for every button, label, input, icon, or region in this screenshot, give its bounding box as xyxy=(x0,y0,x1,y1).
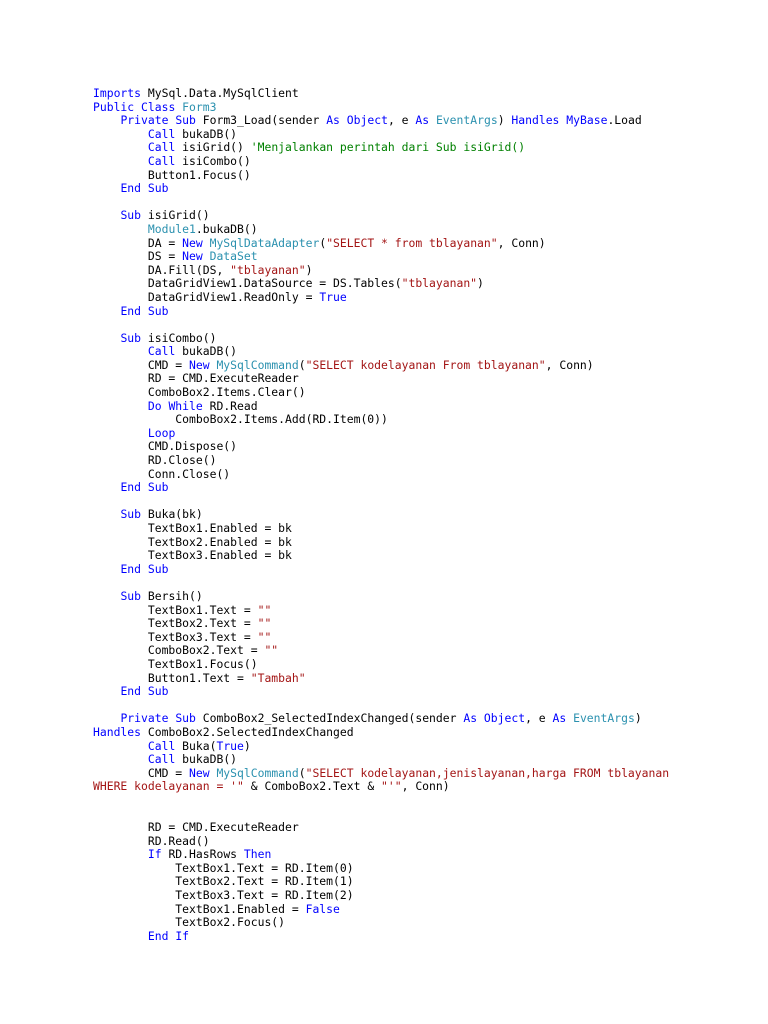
code-text: ComboBox2.Items.Add(RD.Item(0)) xyxy=(93,412,388,427)
code-keyword: New xyxy=(182,235,203,250)
code-line xyxy=(93,807,669,821)
code-text: Buka(bk) xyxy=(141,507,203,522)
code-line xyxy=(93,454,669,468)
code-text: bukaDB() xyxy=(175,752,238,767)
code-keyword: Object xyxy=(346,113,388,128)
code-text xyxy=(203,236,210,250)
code-line xyxy=(93,468,669,482)
code-text: CMD = xyxy=(93,765,190,780)
code-line xyxy=(93,549,669,563)
code-type-name: EventArgs xyxy=(573,711,635,726)
code-text xyxy=(93,562,120,576)
code-string: "Tambah" xyxy=(250,670,306,685)
code-text: Button1.Text = xyxy=(93,670,251,685)
code-listing xyxy=(93,87,669,943)
code-keyword: As xyxy=(326,113,340,128)
code-keyword: Sub xyxy=(120,330,142,345)
code-line xyxy=(93,536,669,550)
code-line xyxy=(93,631,669,645)
code-text xyxy=(141,181,148,195)
code-keyword: As xyxy=(463,711,478,726)
code-line xyxy=(93,128,669,142)
code-line xyxy=(93,522,669,536)
code-line xyxy=(93,114,669,128)
code-line xyxy=(93,87,669,101)
code-line xyxy=(93,155,669,169)
code-line xyxy=(93,508,669,522)
code-text xyxy=(93,399,148,413)
code-text xyxy=(93,507,120,521)
code-line xyxy=(93,237,669,251)
code-type-name: MySqlDataAdapter xyxy=(209,235,320,250)
code-text: TextBox1.Text = xyxy=(93,602,258,617)
code-text: CMD = xyxy=(93,357,190,372)
code-string: "tblayanan" xyxy=(230,262,306,277)
code-text xyxy=(134,100,141,114)
code-line xyxy=(93,835,669,849)
code-line xyxy=(93,264,669,278)
code-text: TextBox1.Text = RD.Item(0) xyxy=(93,860,354,875)
code-line xyxy=(93,305,669,319)
code-text xyxy=(141,304,148,318)
code-line xyxy=(93,495,669,509)
code-line xyxy=(93,726,669,740)
code-text: DA = xyxy=(93,235,183,250)
code-line xyxy=(93,359,669,373)
code-line xyxy=(93,767,669,781)
code-text: ComboBox2.Text = xyxy=(93,643,265,658)
code-text xyxy=(141,562,148,576)
code-text xyxy=(93,140,148,154)
code-text: DataGridView1.ReadOnly = xyxy=(93,289,320,304)
code-text xyxy=(93,752,148,766)
code-text: CMD.Dispose() xyxy=(93,439,238,454)
code-line xyxy=(93,916,669,930)
code-text: ComboBox2.Items.Clear() xyxy=(93,385,306,400)
code-text: Conn.Close() xyxy=(93,466,231,481)
code-line xyxy=(93,413,669,427)
code-line xyxy=(93,481,669,495)
code-keyword: Sub xyxy=(147,303,169,318)
code-text xyxy=(93,208,120,222)
code-text: ( xyxy=(319,235,327,250)
code-comment: 'Menjalankan perintah dari Sub isiGrid() xyxy=(250,140,526,155)
code-text xyxy=(93,113,120,127)
code-keyword: True xyxy=(216,738,244,753)
code-text: isiCombo() xyxy=(141,330,217,345)
code-string: "'" xyxy=(381,779,402,794)
code-text: .bukaDB() xyxy=(195,221,258,236)
code-type-name: MySqlCommand xyxy=(216,765,299,780)
code-keyword: If xyxy=(175,928,190,943)
code-keyword: Call xyxy=(147,344,176,359)
code-line xyxy=(93,672,669,686)
code-line xyxy=(93,386,669,400)
code-keyword: Sub xyxy=(175,113,196,128)
code-keyword: Sub xyxy=(120,507,142,522)
code-text xyxy=(141,684,148,698)
code-keyword: Sub xyxy=(147,684,169,699)
code-text: Buka( xyxy=(175,738,217,753)
code-text xyxy=(93,847,148,861)
code-keyword: End xyxy=(120,303,142,318)
code-keyword: Call xyxy=(147,140,176,155)
code-keyword: New xyxy=(189,357,210,372)
code-keyword: Sub xyxy=(147,561,169,576)
code-text: RD = CMD.ExecuteReader xyxy=(93,820,299,835)
code-text xyxy=(340,113,347,127)
code-keyword: False xyxy=(305,901,340,916)
code-line xyxy=(93,903,669,917)
code-text xyxy=(203,249,210,263)
code-line xyxy=(93,101,669,115)
code-text xyxy=(93,331,120,345)
code-text: TextBox2.Text = xyxy=(93,616,258,631)
code-line xyxy=(93,291,669,305)
code-text: MySql.Data.MySqlClient xyxy=(141,86,299,100)
code-keyword: Sub xyxy=(147,181,169,196)
code-text: TextBox2.Text = RD.Item(1) xyxy=(93,874,354,889)
code-keyword: Private xyxy=(120,113,169,128)
code-line xyxy=(93,712,669,726)
code-line xyxy=(93,875,669,889)
code-line xyxy=(93,821,669,835)
code-line xyxy=(93,141,669,155)
code-type-name: DataSet xyxy=(209,249,258,264)
code-keyword: Sub xyxy=(175,711,196,726)
code-keyword: Sub xyxy=(120,588,142,603)
code-line xyxy=(93,440,669,454)
code-text xyxy=(93,711,120,725)
code-string: "" xyxy=(264,643,279,658)
code-text xyxy=(93,426,148,440)
code-line xyxy=(93,604,669,618)
code-text: DS = xyxy=(93,249,183,264)
code-line xyxy=(93,427,669,441)
code-line xyxy=(93,685,669,699)
code-text xyxy=(93,739,148,753)
code-text: TextBox1.Enabled = xyxy=(93,901,306,916)
code-line xyxy=(93,794,669,808)
code-line xyxy=(93,169,669,183)
code-text xyxy=(93,684,120,698)
code-text: isiCombo() xyxy=(175,153,251,168)
code-string: WHERE kodelayanan = '" xyxy=(93,779,244,794)
code-text xyxy=(93,222,148,236)
code-text: , Conn) xyxy=(497,235,546,250)
code-type-name: MySqlCommand xyxy=(216,357,299,372)
code-line xyxy=(93,848,669,862)
code-type-name: Module1 xyxy=(147,221,196,236)
code-keyword: Sub xyxy=(120,208,142,223)
code-keyword: End xyxy=(147,928,169,943)
code-text: & ComboBox2.Text & xyxy=(243,779,382,794)
code-text: ) xyxy=(497,113,512,128)
code-line xyxy=(93,590,669,604)
code-keyword: As xyxy=(415,113,430,128)
code-text xyxy=(93,181,120,195)
code-keyword: Object xyxy=(483,711,526,726)
code-text: ) xyxy=(305,262,313,277)
code-text xyxy=(93,304,120,318)
code-line xyxy=(93,400,669,414)
code-keyword: Then xyxy=(243,847,272,862)
code-keyword: Handles xyxy=(511,113,560,128)
code-keyword: Private xyxy=(120,711,169,726)
code-keyword: Call xyxy=(147,738,176,753)
code-text: , Conn) xyxy=(401,779,450,794)
code-text xyxy=(93,344,148,358)
code-line xyxy=(93,699,669,713)
code-keyword: Call xyxy=(147,153,176,168)
code-keyword: New xyxy=(189,765,210,780)
code-text: TextBox2.Enabled = bk xyxy=(93,534,292,549)
code-line xyxy=(93,930,669,944)
code-text: RD.Close() xyxy=(93,453,217,468)
code-line xyxy=(93,576,669,590)
code-string: "" xyxy=(257,602,272,617)
code-line xyxy=(93,563,669,577)
code-keyword: New xyxy=(182,249,203,264)
code-keyword: Sub xyxy=(147,480,169,495)
code-keyword: Imports xyxy=(93,86,142,100)
code-text xyxy=(93,154,148,168)
code-text: Bersih() xyxy=(141,588,203,603)
code-string: "" xyxy=(257,629,272,644)
code-text xyxy=(93,589,120,603)
code-text: ) xyxy=(477,276,484,291)
code-keyword: Public xyxy=(93,99,135,114)
code-line xyxy=(93,862,669,876)
code-text: ( xyxy=(298,765,306,780)
code-string: "SELECT * from tblayanan" xyxy=(326,235,498,250)
code-keyword: Call xyxy=(147,126,176,141)
code-type-name: Form3 xyxy=(182,99,217,114)
code-text: bukaDB() xyxy=(175,126,238,141)
code-text: RD.HasRows xyxy=(161,847,244,862)
code-text: isiGrid() xyxy=(141,208,210,223)
code-line xyxy=(93,780,669,794)
code-keyword: True xyxy=(319,289,347,304)
code-text: DataGridView1.DataSource = DS.Tables( xyxy=(93,276,402,291)
code-text xyxy=(477,711,484,725)
code-text: ComboBox2_SelectedIndexChanged(sender xyxy=(195,711,464,726)
code-line xyxy=(93,318,669,332)
code-line xyxy=(93,209,669,223)
code-line xyxy=(93,372,669,386)
code-text: , e xyxy=(525,711,553,726)
code-text xyxy=(429,113,436,127)
code-keyword: Call xyxy=(147,752,176,767)
code-keyword: End xyxy=(120,181,142,196)
code-keyword: End xyxy=(120,480,142,495)
code-keyword: Class xyxy=(141,99,176,114)
code-keyword: Do xyxy=(147,398,162,413)
code-line xyxy=(93,182,669,196)
code-keyword: Loop xyxy=(147,425,176,440)
code-text: ) xyxy=(243,738,251,753)
code-text: , e xyxy=(387,113,416,128)
code-line xyxy=(93,753,669,767)
code-line xyxy=(93,658,669,672)
code-text xyxy=(141,480,148,494)
code-line xyxy=(93,740,669,754)
code-text: Form3_Load(sender xyxy=(195,113,327,128)
code-text: TextBox1.Enabled = bk xyxy=(93,521,292,535)
code-line xyxy=(93,889,669,903)
code-text: ( xyxy=(298,357,306,372)
code-text: , Conn) xyxy=(545,357,594,372)
code-text: isiGrid() xyxy=(175,140,251,155)
code-text: TextBox1.Focus() xyxy=(93,656,258,671)
code-text: .Load xyxy=(607,113,642,128)
code-text: TextBox3.Text = xyxy=(93,629,258,644)
code-text: RD.Read() xyxy=(93,833,210,848)
code-line xyxy=(93,223,669,237)
code-string: "SELECT kodelayanan From tblayanan" xyxy=(305,357,546,372)
code-keyword: As xyxy=(552,711,567,726)
code-string: "SELECT kodelayanan,jenislayanan,harga FROM tblayanan xyxy=(305,765,670,780)
code-keyword: End xyxy=(120,561,142,576)
code-type-name: EventArgs xyxy=(435,113,498,128)
code-line xyxy=(93,617,669,631)
code-text xyxy=(93,480,120,494)
code-text xyxy=(93,127,148,141)
code-text: RD = CMD.ExecuteReader xyxy=(93,371,299,386)
code-text: RD.Read xyxy=(202,398,258,413)
code-line xyxy=(93,345,669,359)
code-keyword: If xyxy=(147,847,162,862)
code-keyword: While xyxy=(168,398,203,413)
code-text: TextBox3.Enabled = bk xyxy=(93,548,292,563)
code-text: bukaDB() xyxy=(175,344,238,359)
code-text: ComboBox2.SelectedIndexChanged xyxy=(141,724,354,739)
code-line xyxy=(93,196,669,210)
code-line xyxy=(93,250,669,264)
code-keyword: Handles xyxy=(93,724,142,739)
code-line xyxy=(93,277,669,291)
code-line xyxy=(93,644,669,658)
code-keyword: MyBase xyxy=(566,113,608,128)
code-text: TextBox3.Text = RD.Item(2) xyxy=(93,888,354,903)
code-text: TextBox2.Focus() xyxy=(93,915,286,930)
code-string: "" xyxy=(257,616,272,631)
code-string: "tblayanan" xyxy=(401,276,478,291)
code-text: DA.Fill(DS, xyxy=(93,262,231,277)
code-text: ) xyxy=(634,711,642,726)
code-line xyxy=(93,332,669,346)
code-text xyxy=(93,929,148,943)
code-keyword: End xyxy=(120,684,142,699)
code-text: Button1.Focus() xyxy=(93,167,251,182)
